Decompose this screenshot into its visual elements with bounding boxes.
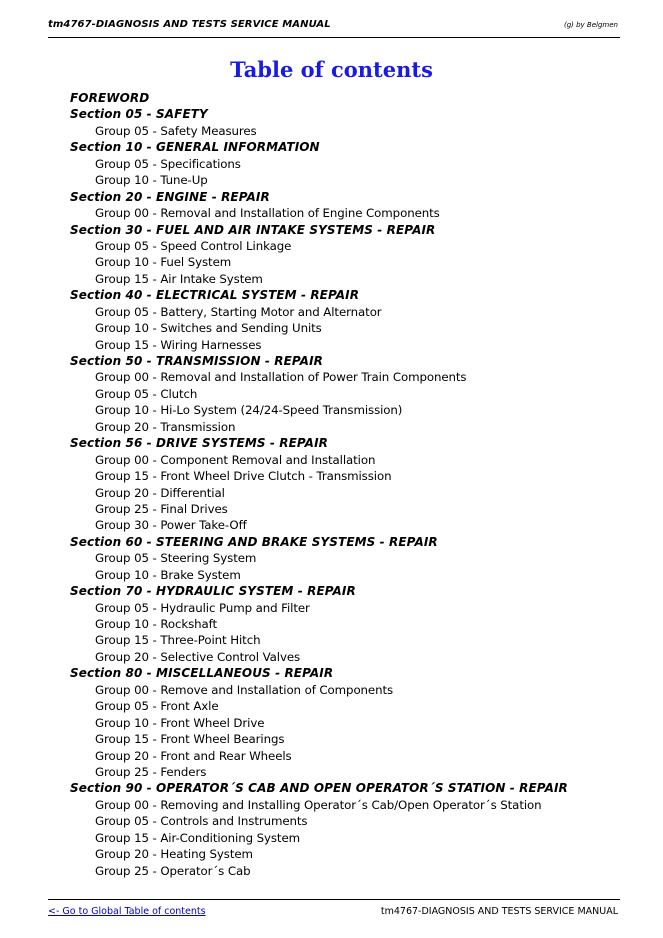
- toc-group-entry[interactable]: Group 05 - Controls and Instruments: [95, 814, 308, 829]
- toc-group-entry[interactable]: Group 15 - Three-Point Hitch: [95, 633, 261, 648]
- page-footer: [48, 899, 620, 930]
- toc-section-entry[interactable]: Section 30 - FUEL AND AIR INTAKE SYSTEMS - REPAIR: [70, 222, 436, 237]
- toc-group-entry[interactable]: Group 25 - Fenders: [95, 764, 207, 779]
- toc-group-entry[interactable]: Group 20 - Differential: [95, 485, 225, 500]
- toc-group-entry[interactable]: Group 15 - Front Wheel Bearings: [95, 732, 285, 747]
- toc-section-entry[interactable]: Section 05 - SAFETY: [70, 107, 208, 122]
- toc-group-entry[interactable]: Group 10 - Fuel System: [95, 255, 232, 270]
- toc-section-entry[interactable]: Section 60 - STEERING AND BRAKE SYSTEMS - REPAIR: [70, 534, 438, 549]
- toc-section-entry[interactable]: Section 10 - GENERAL INFORMATION: [70, 140, 320, 155]
- toc-group-entry[interactable]: Group 20 - Transmission: [95, 419, 236, 434]
- toc-section-entry[interactable]: Section 50 - TRANSMISSION - REPAIR: [70, 354, 323, 368]
- toc-group-entry[interactable]: Group 05 - Speed Control Linkage: [95, 238, 292, 253]
- toc-group-entry[interactable]: Group 05 - Clutch: [95, 386, 198, 401]
- toc-group-entry[interactable]: Group 10 - Brake System: [95, 567, 241, 582]
- toc-group-entry[interactable]: Group 15 - Air Intake System: [95, 271, 263, 286]
- toc-group-entry[interactable]: Group 05 - Steering System: [95, 551, 257, 566]
- toc-group-entry[interactable]: Group 05 - Hydraulic Pump and Filter: [95, 600, 310, 615]
- toc-section-entry[interactable]: Section 20 - ENGINE - REPAIR: [70, 189, 270, 204]
- toc-group-entry[interactable]: Group 05 - Safety Measures: [95, 123, 257, 138]
- header-title: tm4767-DIAGNOSIS AND TESTS SERVICE MANUAL: [48, 19, 331, 30]
- toc-group-entry[interactable]: Group 05 - Battery, Starting Motor and Alternator: [95, 304, 382, 319]
- global-toc-link[interactable]: <- Go to Global Table of contents: [48, 906, 206, 917]
- table-of-contents: [70, 90, 630, 879]
- toc-group-entry[interactable]: Group 15 - Front Wheel Drive Clutch - Transmission: [95, 469, 392, 484]
- toc-group-entry[interactable]: Group 10 - Front Wheel Drive: [95, 715, 265, 730]
- footer-manual-title: tm4767-DIAGNOSIS AND TESTS SERVICE MANUAL: [380, 906, 618, 917]
- toc-group-entry[interactable]: Group 00 - Component Removal and Installation: [95, 452, 376, 467]
- toc-group-entry[interactable]: Group 00 - Removal and Installation of Power Train Components: [95, 370, 467, 385]
- toc-group-entry[interactable]: Group 20 - Heating System: [95, 847, 253, 862]
- toc-section-entry[interactable]: Section 80 - MISCELLANEOUS - REPAIR: [70, 666, 334, 681]
- toc-group-entry[interactable]: Group 10 - Hi-Lo System (24/24-Speed Transmission): [95, 403, 403, 418]
- toc-group-entry[interactable]: Group 10 - Tune-Up: [95, 173, 208, 188]
- toc-group-entry[interactable]: Group 00 - Remove and Installation of Components: [95, 682, 394, 697]
- header-credit: (g) by Belgmen: [563, 21, 618, 29]
- toc-section-entry[interactable]: FOREWORD: [70, 91, 150, 105]
- toc-group-entry[interactable]: Group 05 - Front Axle: [95, 699, 219, 714]
- toc-group-entry[interactable]: Group 00 - Removing and Installing Operator´s Cab/Open Operator´s Station: [95, 797, 542, 812]
- toc-group-entry[interactable]: Group 20 - Front and Rear Wheels: [95, 748, 292, 763]
- toc-group-entry[interactable]: Group 10 - Rockshaft: [95, 617, 218, 631]
- toc-group-entry[interactable]: Group 30 - Power Take-Off: [95, 518, 247, 533]
- page-header: [48, 0, 620, 38]
- toc-group-entry[interactable]: Group 25 - Operator´s Cab: [95, 863, 251, 878]
- toc-group-entry[interactable]: Group 05 - Specifications: [95, 156, 241, 171]
- toc-group-entry[interactable]: Group 15 - Air-Conditioning System: [95, 830, 301, 845]
- toc-section-entry[interactable]: Section 90 - OPERATOR´S CAB AND OPEN OPERATOR´S STATION - REPAIR: [70, 781, 568, 796]
- page-title: Table of contents: [230, 57, 433, 82]
- toc-group-entry[interactable]: Group 10 - Switches and Sending Units: [95, 321, 322, 336]
- toc-group-entry[interactable]: Group 00 - Removal and Installation of Engine Components: [95, 206, 440, 221]
- toc-section-entry[interactable]: Section 56 - DRIVE SYSTEMS - REPAIR: [70, 436, 328, 451]
- toc-section-entry[interactable]: Section 70 - HYDRAULIC SYSTEM - REPAIR: [70, 584, 356, 599]
- toc-section-entry[interactable]: Section 40 - ELECTRICAL SYSTEM - REPAIR: [70, 288, 360, 303]
- toc-group-entry[interactable]: Group 25 - Final Drives: [95, 501, 228, 516]
- toc-group-entry[interactable]: Group 20 - Selective Control Valves: [95, 649, 301, 664]
- toc-group-entry[interactable]: Group 15 - Wiring Harnesses: [95, 337, 262, 352]
